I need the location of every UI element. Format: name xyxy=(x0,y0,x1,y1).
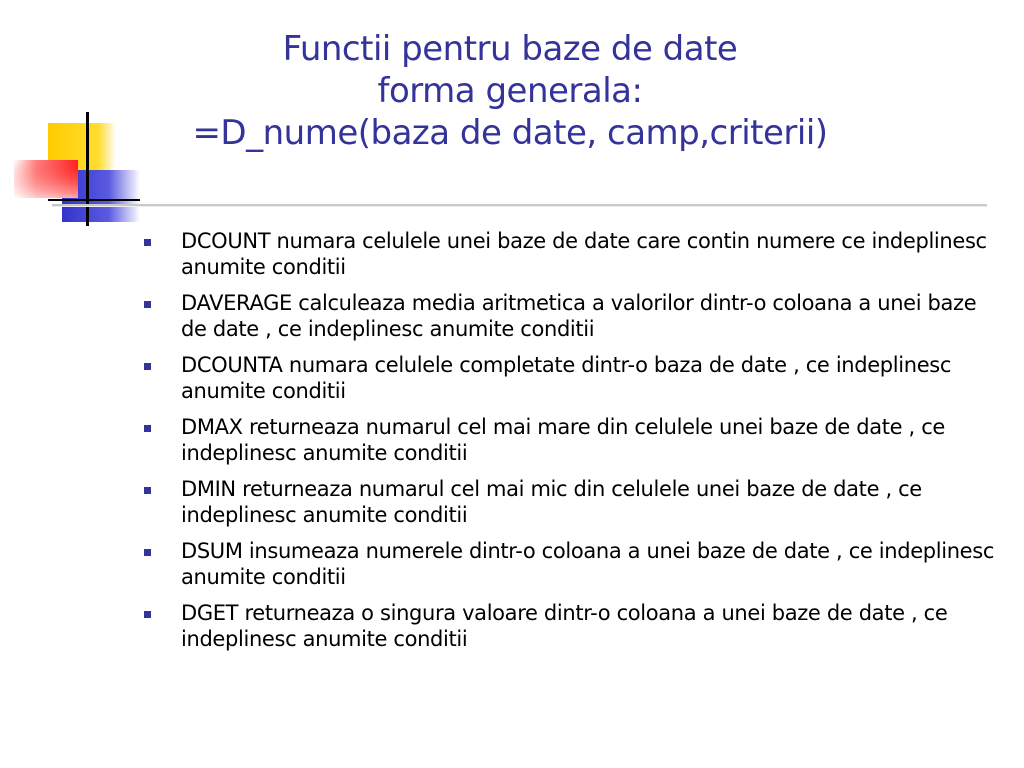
title-divider-shadow xyxy=(52,206,987,207)
square-bullet-icon xyxy=(144,549,151,556)
bullet-text: DMAX returneaza numarul cel mai mare din celulele unei baze de date , ce indeplinesc anumite conditii xyxy=(181,415,945,465)
bullet-text: DGET returneaza o singura valoare dintr-o coloana a unei baze de date , ce indeplinesc anumite conditii xyxy=(181,601,948,651)
square-bullet-icon xyxy=(144,301,151,308)
square-bullet-icon xyxy=(144,239,151,246)
bullet-item-dsum xyxy=(142,538,1002,590)
bullet-item-dmin xyxy=(142,476,1002,528)
bullet-list xyxy=(142,228,1002,662)
square-bullet-icon xyxy=(144,487,151,494)
bullet-item-dcount xyxy=(142,228,1002,280)
bullet-text: DCOUNTA numara celulele completate dintr-o baza de date , ce indeplinesc anumite conditii xyxy=(181,353,952,403)
bullet-item-dmax xyxy=(142,414,1002,466)
square-bullet-icon xyxy=(144,611,151,618)
title-line-3: =D_nume(baza de date, camp,criterii) xyxy=(192,113,828,153)
bullet-item-dget xyxy=(142,600,1002,652)
bullet-text: DMIN returneaza numarul cel mai mic din celulele unei baze de date , ce indeplinesc anumite conditii xyxy=(181,477,922,527)
bullet-item-dcounta xyxy=(142,352,1002,404)
bullet-text: DCOUNT numara celulele unei baze de date care contin numere ce indeplinesc anumite conditii xyxy=(181,229,987,279)
bullet-item-daverage xyxy=(142,290,1002,342)
title-line-2: forma generala: xyxy=(377,71,643,111)
square-bullet-icon xyxy=(144,363,151,370)
bullet-text: DSUM insumeaza numerele dintr-o coloana a unei baze de date , ce indeplinesc anumite conditii xyxy=(181,539,995,589)
title-line-1: Functii pentru baze de date xyxy=(282,29,738,69)
slide-title xyxy=(150,28,870,154)
bullet-text: DAVERAGE calculeaza media aritmetica a valorilor dintr-o coloana a unei baze de date , ce indeplinesc anumite conditii xyxy=(181,291,977,341)
square-bullet-icon xyxy=(144,425,151,432)
